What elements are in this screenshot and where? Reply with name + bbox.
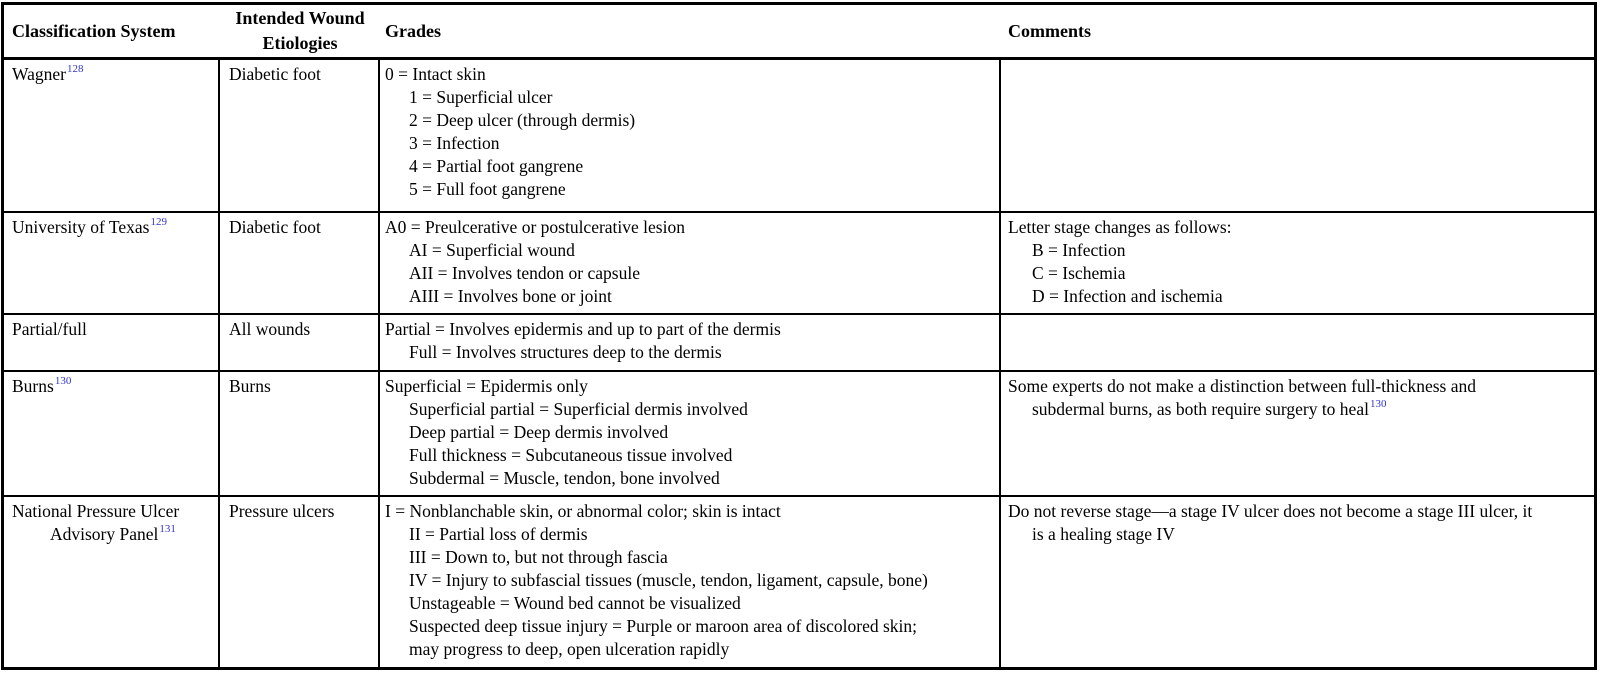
system-name-line2: Advisory Panel$^{131}$ (50, 523, 176, 544)
cell-etiology (220, 213, 380, 313)
grade-line: 2 = Deep ulcer (through dermis) (409, 110, 636, 130)
cell-grades (380, 315, 1001, 370)
grade-line: 4 = Partial foot gangrene (409, 156, 584, 176)
system-name: Burns$^{130}$ (12, 375, 72, 396)
grade-line: Superficial = Epidermis only (385, 376, 588, 396)
comment-line: C = Ischemia (1032, 263, 1126, 283)
cell-comments (1001, 315, 1594, 370)
grade-line: Subdermal = Muscle, tendon, bone involved (409, 468, 720, 488)
citation-ref-130[interactable]: 130 (54, 375, 72, 388)
grade-line: AI = Superficial wound (409, 240, 575, 260)
grade-line: AIII = Involves bone or joint (409, 286, 612, 306)
comment-line: Do not reverse stage—a stage IV ulcer does not become a stage III ulcer, it (1008, 501, 1533, 521)
grade-line: Unstageable = Wound bed cannot be visualized (409, 593, 741, 613)
cell-comments (1001, 372, 1594, 495)
cell-comments (1001, 497, 1594, 667)
cell-etiology (220, 315, 380, 370)
cell-grades (380, 60, 1001, 211)
system-name: University of Texas$^{129}$ (12, 216, 167, 237)
cell-etiology (220, 60, 380, 211)
citation-ref-129[interactable]: 129 (150, 216, 167, 229)
cell-classification-system (4, 315, 220, 370)
table-row-partial-full (4, 315, 1594, 372)
cell-etiology (220, 372, 380, 495)
classification-table (1, 2, 1597, 670)
table-header-row (4, 5, 1594, 60)
etiology-text: All wounds (229, 319, 311, 339)
cell-grades (380, 497, 1001, 667)
citation-ref-130[interactable]: 130 (1369, 398, 1387, 411)
etiology-text: Pressure ulcers (229, 501, 335, 521)
cell-classification-system (4, 60, 220, 211)
cell-classification-system (4, 372, 220, 495)
table-row-wagner (4, 60, 1594, 213)
system-name: Partial/full (12, 319, 87, 339)
system-name: Wagner$^{128}$ (12, 63, 84, 84)
citation-ref-128[interactable]: 128 (66, 63, 84, 76)
grade-line: A0 = Preulcerative or postulcerative lesion (385, 217, 685, 237)
grade-line: II = Partial loss of dermis (409, 524, 588, 544)
etiology-text: Burns (229, 376, 271, 396)
etiology-text: Diabetic foot (229, 217, 321, 237)
header-classification-system: Classification System (12, 20, 176, 41)
header-comments: Comments (1008, 20, 1091, 41)
comment-line: Letter stage changes as follows: (1008, 217, 1232, 237)
grade-line: Suspected deep tissue injury = Purple or maroon area of discolored skin; (409, 616, 918, 636)
grade-line: 0 = Intact skin (385, 64, 486, 84)
cell-grades (380, 213, 1001, 313)
header-intended-wound-etiologies: Intended Wound Etiologies (235, 8, 365, 53)
grade-line: IV = Injury to subfascial tissues (muscle, tendon, ligament, capsule, bone) (409, 570, 928, 590)
table-row-npuap (4, 497, 1594, 667)
table-row-university-of-texas (4, 213, 1594, 315)
comment-line: is a healing stage IV (1032, 524, 1175, 544)
grade-line: AII = Involves tendon or capsule (409, 263, 640, 283)
grade-line: Full thickness = Subcutaneous tissue involved (409, 445, 733, 465)
grade-line: I = Nonblanchable skin, or abnormal color; skin is intact (385, 501, 781, 521)
header-grades: Grades (385, 20, 441, 41)
table-row-burns (4, 372, 1594, 497)
grade-line: Partial = Involves epidermis and up to part of the dermis (385, 319, 781, 339)
cell-comments (1001, 213, 1594, 313)
comment-line: B = Infection (1032, 240, 1126, 260)
grade-line: may progress to deep, open ulceration rapidly (409, 639, 730, 659)
grade-line: 1 = Superficial ulcer (409, 87, 553, 107)
grade-line: Full = Involves structures deep to the dermis (409, 342, 722, 362)
comment-line: D = Infection and ischemia (1032, 286, 1223, 306)
cell-comments (1001, 60, 1594, 211)
grade-line: Superficial partial = Superficial dermis involved (409, 399, 748, 419)
comment-line: subdermal burns, as both require surgery to heal$^{130}$ (1032, 398, 1387, 419)
cell-classification-system (4, 213, 220, 313)
citation-ref-131[interactable]: 131 (159, 523, 176, 536)
grade-line: 5 = Full foot gangrene (409, 179, 566, 199)
etiology-text: Diabetic foot (229, 64, 321, 84)
grade-line: 3 = Infection (409, 133, 500, 153)
cell-classification-system (4, 497, 220, 667)
system-name: National Pressure Ulcer (12, 501, 180, 521)
cell-etiology (220, 497, 380, 667)
comment-line: Some experts do not make a distinction between full-thickness and (1008, 376, 1477, 396)
grade-line: III = Down to, but not through fascia (409, 547, 668, 567)
grade-line: Deep partial = Deep dermis involved (409, 422, 669, 442)
cell-grades (380, 372, 1001, 495)
